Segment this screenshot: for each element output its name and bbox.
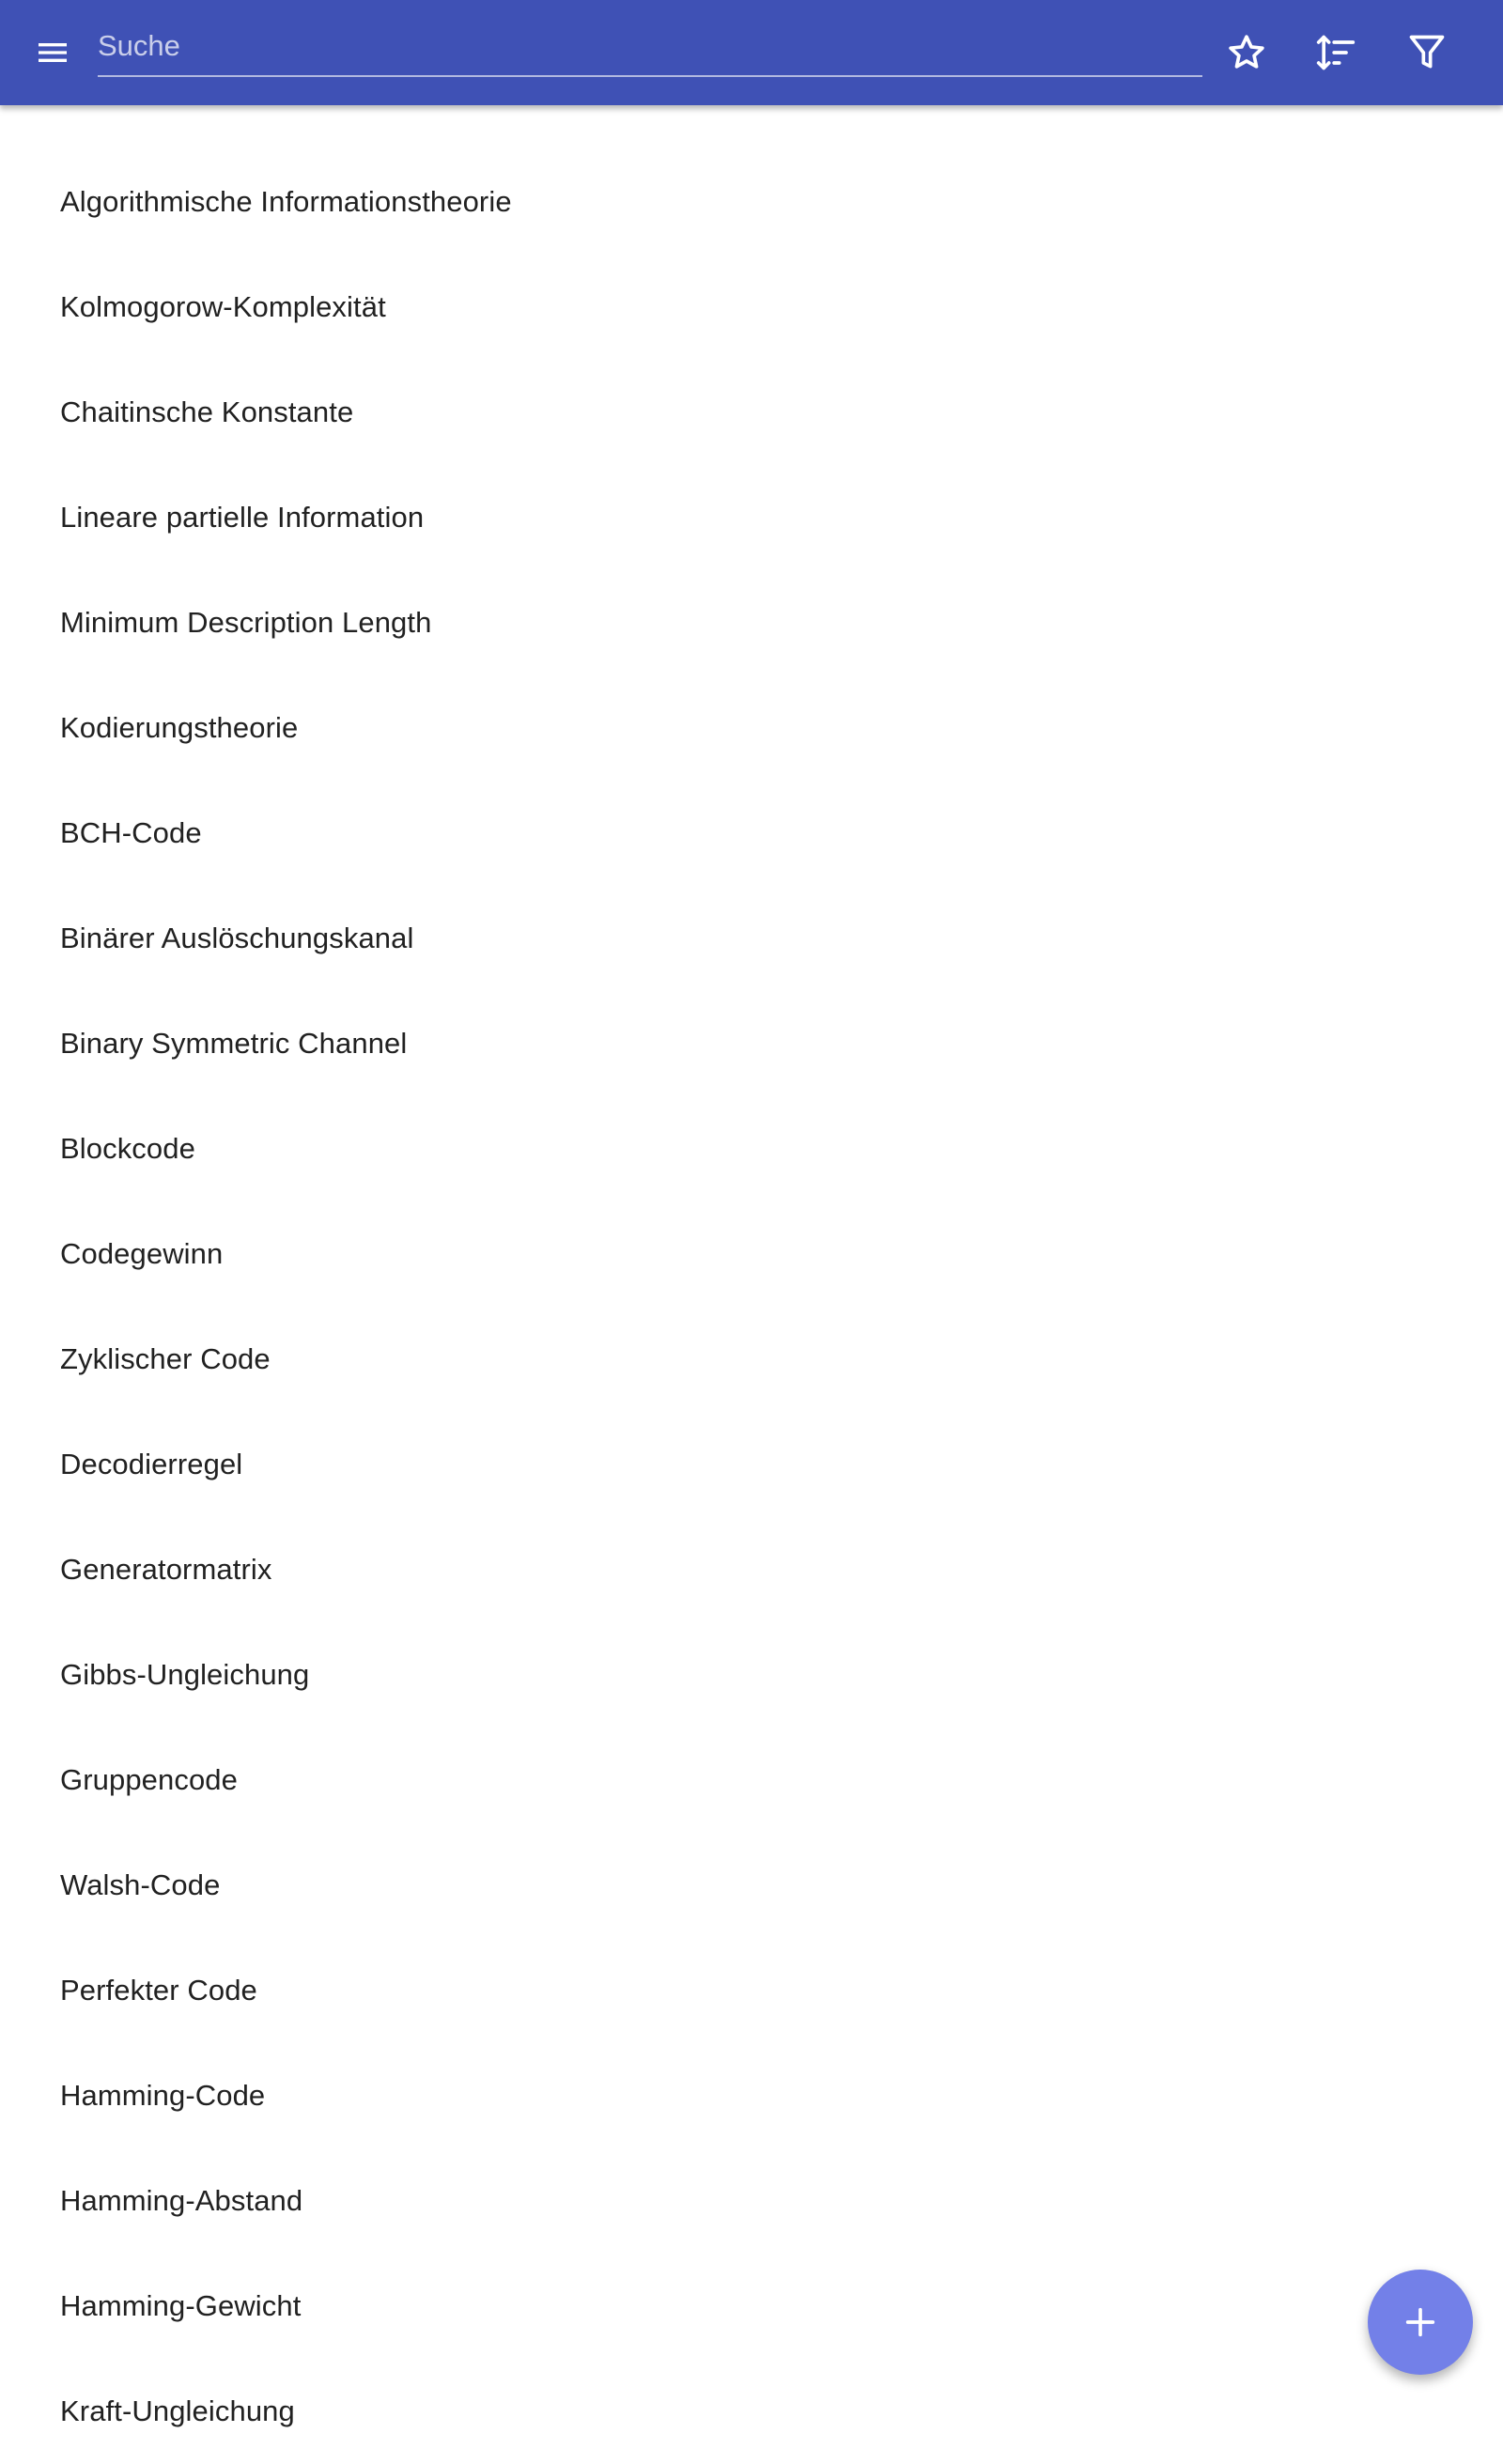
list-item[interactable] — [0, 1096, 1503, 1201]
app-bar — [0, 0, 1503, 105]
sort-icon — [1315, 32, 1356, 73]
list-item[interactable] — [0, 360, 1503, 465]
list-item-label: Perfekter Code — [60, 1974, 257, 2007]
list-item[interactable] — [0, 570, 1503, 675]
list-item[interactable] — [0, 255, 1503, 360]
list-item[interactable] — [0, 781, 1503, 886]
list-item-label: Blockcode — [60, 1132, 195, 1165]
list-item-label: Binary Symmetric Channel — [60, 1027, 408, 1060]
list-item-label: Binärer Auslöschungskanal — [60, 922, 414, 954]
list-item[interactable] — [0, 1412, 1503, 1517]
list-item-label: Walsh-Code — [60, 1868, 221, 1901]
list-item[interactable] — [0, 991, 1503, 1096]
list-item[interactable] — [0, 1201, 1503, 1307]
list-item[interactable] — [0, 2359, 1503, 2464]
list-item-label: Hamming-Code — [60, 2079, 266, 2112]
list-item-label: Lineare partielle Information — [60, 501, 425, 534]
search-field — [98, 17, 1202, 77]
list-item-label: BCH-Code — [60, 816, 202, 849]
filter-icon — [1406, 32, 1448, 73]
list-item[interactable] — [0, 1517, 1503, 1622]
sort-button[interactable] — [1306, 23, 1366, 83]
menu-icon — [34, 34, 71, 71]
list-item-label: Generatormatrix — [60, 1553, 272, 1586]
list-item[interactable] — [0, 1833, 1503, 1938]
list-item[interactable] — [0, 1307, 1503, 1412]
list-item-label: Gibbs-Ungleichung — [60, 1658, 310, 1691]
list-item-label: Kolmogorow-Komplexität — [60, 290, 386, 323]
star-outline-icon — [1226, 32, 1267, 73]
list-item[interactable] — [0, 2043, 1503, 2148]
list-item[interactable] — [0, 2148, 1503, 2254]
filter-button[interactable] — [1397, 23, 1457, 83]
list-item-label: Hamming-Gewicht — [60, 2289, 302, 2322]
list-item-label: Zyklischer Code — [60, 1342, 271, 1375]
list-item-label: Decodierregel — [60, 1448, 243, 1480]
menu-button[interactable] — [23, 23, 83, 83]
list-item-label: Chaitinsche Konstante — [60, 395, 354, 428]
list-item-label: Kodierungstheorie — [60, 711, 299, 744]
list-item-label: Codegewinn — [60, 1237, 224, 1270]
list-item-label: Hamming-Abstand — [60, 2184, 303, 2217]
search-input[interactable] — [98, 22, 1202, 70]
list-item[interactable] — [0, 1938, 1503, 2043]
list-item[interactable] — [0, 886, 1503, 991]
plus-icon — [1402, 2303, 1439, 2341]
list-item[interactable] — [0, 675, 1503, 781]
list-item[interactable] — [0, 2254, 1503, 2359]
list-item-label: Minimum Description Length — [60, 606, 432, 639]
list-item[interactable] — [0, 1728, 1503, 1833]
add-button[interactable] — [1368, 2270, 1473, 2375]
list-item[interactable] — [0, 1622, 1503, 1728]
list-item[interactable] — [0, 149, 1503, 255]
list-item-label: Algorithmische Informationstheorie — [60, 185, 512, 218]
list-item-label: Gruppencode — [60, 1763, 238, 1796]
favorites-button[interactable] — [1216, 23, 1277, 83]
list-item-label: Kraft-Ungleichung — [60, 2394, 295, 2427]
list-item[interactable] — [0, 465, 1503, 570]
